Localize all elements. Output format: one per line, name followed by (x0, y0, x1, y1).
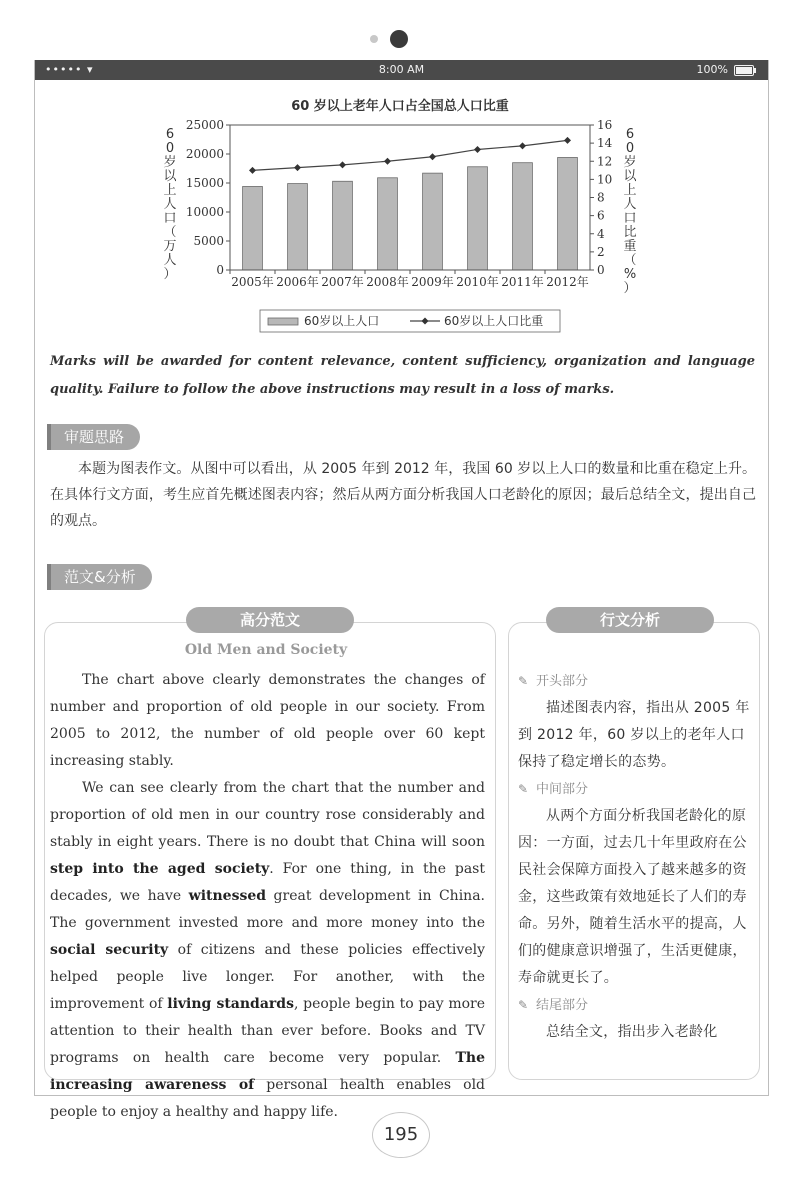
svg-text:%: % (623, 267, 637, 282)
svg-text:（: （ (163, 225, 177, 240)
population-bar (513, 163, 533, 270)
left-axis-label (163, 127, 177, 282)
battery-percent: 100% (696, 63, 728, 76)
battery-icon (734, 65, 754, 76)
x-tick-label: 2012年 (546, 275, 589, 289)
instruction-text: Marks will be awarded for content relevance, content sufficiency, organization and language quality. Failure to follow the above instructions may result in a loss of marks. (50, 354, 755, 397)
x-tick-label: 2010年 (456, 275, 499, 289)
note-body-opening: 描述图表内容，指出从 2005 年到 2012 年，60 岁以上的老年人口保持了稳定增长的态势。 (518, 700, 750, 770)
front-camera (370, 30, 410, 50)
status-time: 8:00 AM (378, 63, 425, 76)
svg-text:0: 0 (165, 141, 175, 156)
writing-analysis-pill: 行文分析 (546, 607, 714, 633)
chart-title: 60 岁以上老年人口占全国总人口比重 (291, 99, 509, 114)
svg-text:人: 人 (163, 253, 177, 268)
pen-icon: ✎ (518, 782, 529, 796)
right-tick-label: 2 (597, 244, 605, 259)
pen-icon: ✎ (518, 674, 529, 688)
essay-title: Old Men and Society (184, 642, 348, 658)
note-heading-ending: ✎ 结尾部分 (518, 992, 756, 1019)
svg-text:岁: 岁 (623, 155, 637, 170)
analysis-text: 本题为图表作文。从图中可以看出，从 2005 年到 2012 年，我国 60 岁以上人口的数量和比重在稳定上升。在具体行文方面，考生应首先概述图表内容；然后从两方面分析我国人口老龄化的原因；最后总结全文，提出自己的观点。 (50, 461, 756, 529)
svg-text:上: 上 (623, 183, 637, 198)
population-bar (378, 178, 398, 270)
left-tick-label: 0 (216, 263, 224, 277)
signal-wifi-indicator: ••••• ▾ (45, 63, 94, 76)
right-tick-label: 10 (597, 172, 613, 187)
proportion-point (339, 161, 346, 168)
essay-paragraph-2: We can see clearly from the chart that the number and proportion of old men in our country rose considerably and stably in eight years. There is no doubt that China will soon step into the aged society. For one thing, in the past decades, we have witnessed great development in China. The government invested more and more money into the social security of citizens and these policies effectively helped people live longer. For another, with the improvement of living standards, people begin to pay more attention to their health than ever before. Books and TV programs on health care become very popular. The increasing awareness of personal health enables old people to enjoy a healthy and happy life. (50, 780, 486, 1120)
section-tab-analysis: 审题思路 (50, 424, 140, 450)
svg-text:人: 人 (623, 197, 637, 212)
note-body-ending: 总结全文，指出步入老龄化 (546, 1024, 718, 1040)
legend-bar-label: 60岁以上人口 (304, 314, 380, 328)
proportion-point (384, 158, 391, 165)
proportion-point (564, 137, 571, 144)
svg-text:口: 口 (163, 211, 177, 226)
right-tick-label: 4 (597, 226, 605, 241)
left-tick-label: 20000 (185, 147, 224, 161)
right-tick-label: 12 (597, 154, 613, 169)
sample-essay-pill: 高分范文 (186, 607, 354, 633)
svg-text:口: 口 (623, 211, 637, 226)
keyword-aged-society: step into the aged society (50, 861, 270, 877)
svg-text:重: 重 (623, 239, 637, 254)
essay-paragraph-1: The chart above clearly demonstrates the changes of number and proportion of old people in our society. From 2005 to 2012, the number of old people over 60 kept increasing stably. (50, 672, 485, 769)
right-tick-label: 0 (597, 263, 605, 277)
population-bar (243, 186, 263, 270)
x-tick-label: 2006年 (276, 275, 319, 289)
x-tick-label: 2009年 (411, 275, 454, 289)
left-tick-label: 25000 (185, 118, 224, 132)
proportion-point (429, 153, 436, 160)
section-tab-sample: 范文&分析 (50, 564, 152, 590)
population-bar (468, 167, 488, 270)
right-tick-label: 14 (597, 136, 613, 151)
x-tick-label: 2007年 (321, 275, 364, 289)
population-bar (288, 184, 308, 270)
svg-text:比: 比 (623, 225, 637, 240)
analysis-paragraph (50, 456, 756, 534)
svg-text:岁: 岁 (163, 155, 177, 170)
left-tick-label: 5000 (193, 234, 224, 248)
keyword-witnessed: witnessed (188, 888, 267, 904)
right-axis-label (623, 127, 637, 296)
proportion-point (249, 167, 256, 174)
proportion-point (519, 142, 526, 149)
svg-text:（: （ (623, 253, 637, 268)
camera-lens (390, 30, 408, 48)
legend-line-label: 60岁以上人口比重 (444, 314, 544, 328)
x-tick-label: 2008年 (366, 275, 409, 289)
status-bar (35, 60, 768, 80)
population-bar (558, 157, 578, 270)
pen-icon: ✎ (518, 998, 529, 1012)
svg-text:6: 6 (165, 127, 175, 142)
right-tick-label: 6 (597, 208, 605, 223)
x-tick-label: 2005年 (231, 275, 274, 289)
proportion-point (474, 146, 481, 153)
svg-text:）: ） (623, 281, 637, 296)
keyword-living-standards: living standards (167, 996, 294, 1012)
svg-text:人: 人 (163, 197, 177, 212)
plot-frame (230, 125, 590, 270)
right-tick-label: 8 (597, 190, 605, 205)
note-body-middle: 从两个方面分析我国老龄化的原因：一方面，过去几十年里政府在公民社会保障方面投入了越来越多的资金，这些政策有效地延长了人们的寿命。另外，随着生活水平的提高，人们的健康意识增强了，生活更健康，寿命就更长了。 (518, 808, 747, 986)
svg-text:上: 上 (163, 183, 177, 198)
right-tick-label: 16 (597, 118, 613, 132)
svg-text:）: ） (163, 267, 177, 282)
essay-body (50, 667, 485, 1126)
svg-text:0: 0 (625, 141, 635, 156)
svg-text:万: 万 (163, 239, 177, 254)
left-tick-label: 10000 (185, 205, 224, 219)
svg-text:6: 6 (625, 127, 635, 142)
page-number: 195 (372, 1112, 430, 1158)
left-tick-label: 15000 (185, 176, 224, 190)
note-heading-opening: ✎ 开头部分 (518, 668, 756, 695)
svg-text:以: 以 (163, 169, 177, 184)
x-tick-label: 2011年 (501, 275, 544, 289)
note-heading-middle: ✎ 中间部分 (518, 776, 756, 803)
keyword-social-security: social security (50, 942, 169, 958)
population-bar (333, 181, 353, 270)
population-chart (150, 112, 650, 337)
proportion-point (294, 164, 301, 171)
population-bar (423, 173, 443, 270)
legend-bar-swatch (268, 318, 298, 325)
writing-analysis-notes (518, 668, 756, 1046)
camera-sensor (370, 35, 378, 43)
svg-text:以: 以 (623, 169, 637, 184)
keyword-increasing-awareness: The increasing awareness of (50, 1050, 485, 1093)
